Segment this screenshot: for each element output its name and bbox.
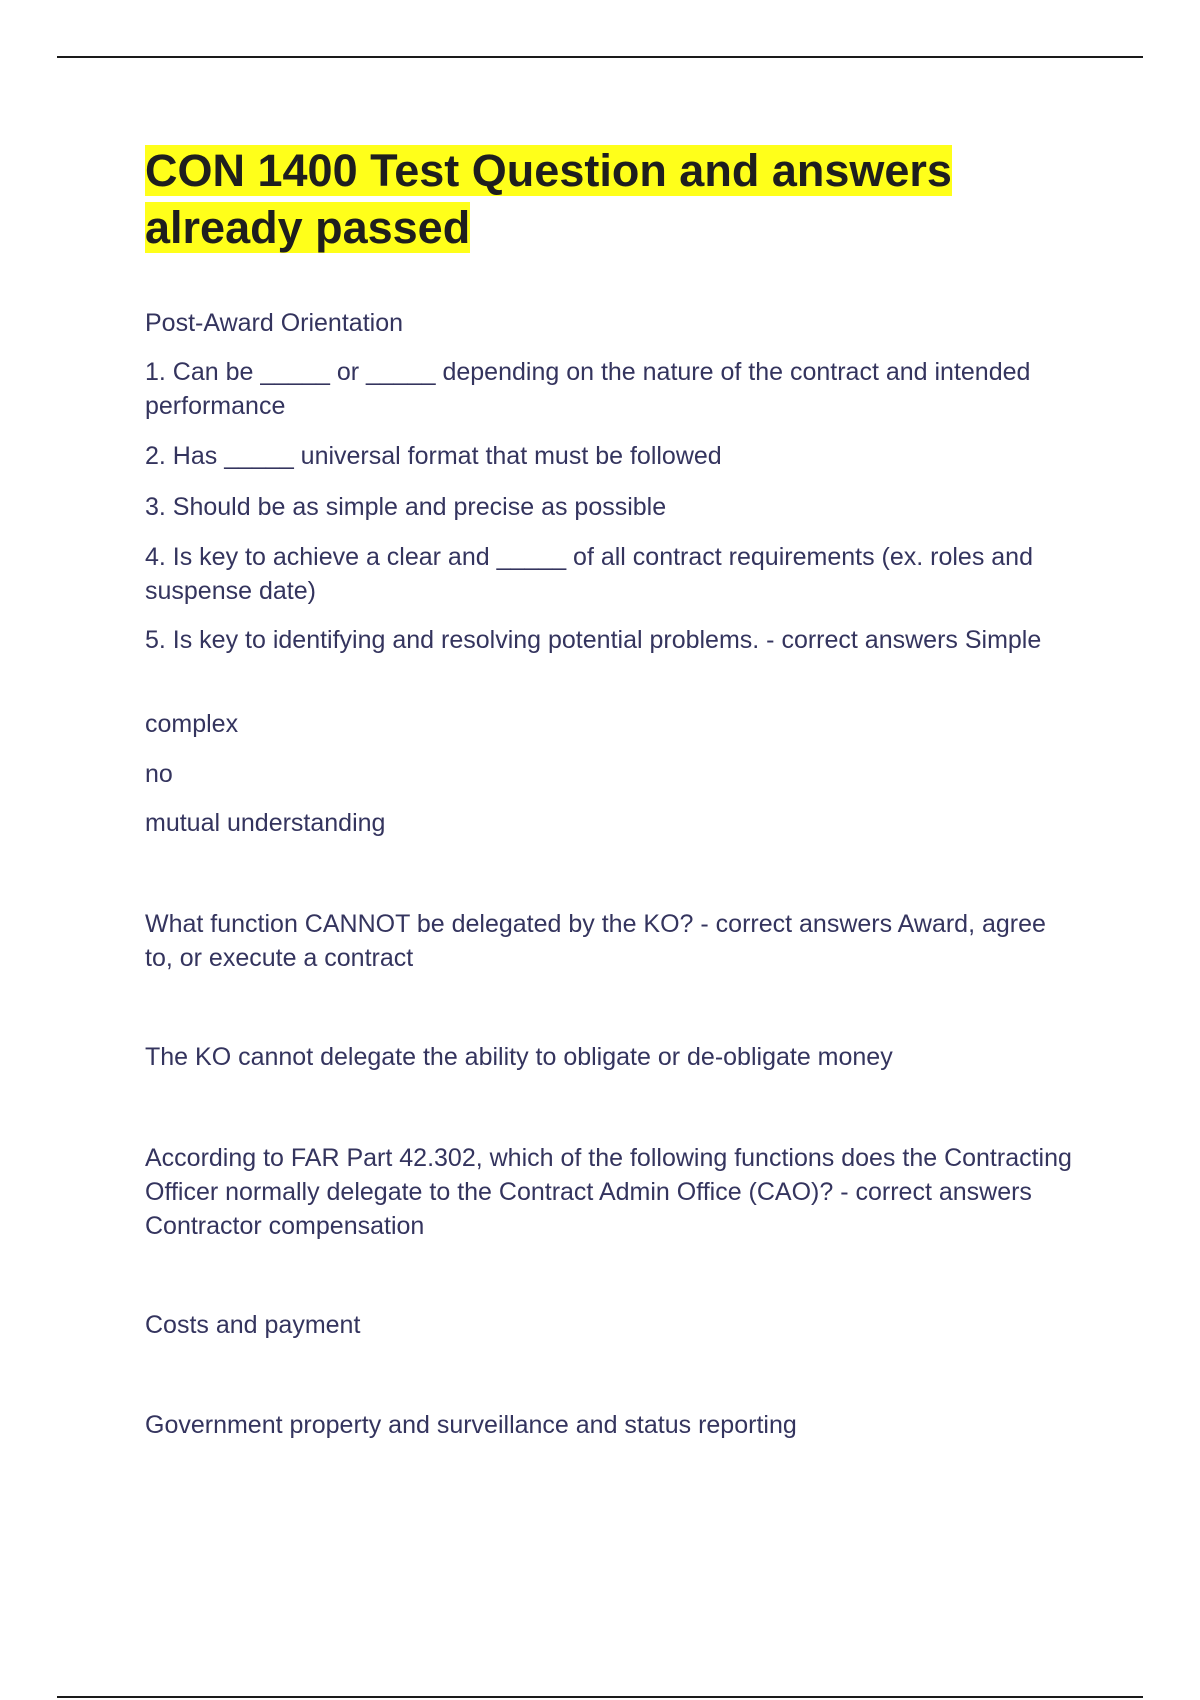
question-item-5: 5. Is key to identifying and resolving potential problems. - correct answers Simple bbox=[145, 626, 1042, 654]
question-item-4: 4. Is key to achieve a clear and _____ of all contract requirements (ex. roles and suspense date) bbox=[145, 543, 1033, 605]
answer-line: Government property and surveillance and status reporting bbox=[145, 1411, 797, 1439]
question-paragraph: What function CANNOT be delegated by the KO? - correct answers Award, agree to, or execute a contract bbox=[145, 910, 1046, 972]
question-item-1: 1. Can be _____ or _____ depending on the nature of the contract and intended performance bbox=[145, 358, 1031, 420]
answer-line: mutual understanding bbox=[145, 809, 386, 837]
question-paragraph: The KO cannot delegate the ability to obligate or de-obligate money bbox=[145, 1043, 893, 1071]
document-title bbox=[145, 142, 1085, 256]
question-item-2: 2. Has _____ universal format that must be followed bbox=[145, 442, 722, 470]
question-paragraph: According to FAR Part 42.302, which of the following functions does the Contracting Officer normally delegate to the Contract Admin Office (CAO)? - correct answers Contractor compensation bbox=[145, 1144, 1072, 1240]
title-highlight: CON 1400 Test Question and answers already passed bbox=[145, 145, 952, 253]
page-bottom-rule bbox=[57, 1696, 1143, 1698]
question-item-3: 3. Should be as simple and precise as possible bbox=[145, 493, 667, 521]
section-heading: Post-Award Orientation bbox=[145, 309, 403, 337]
answer-line: complex bbox=[145, 710, 239, 738]
answer-line: no bbox=[145, 760, 173, 788]
answer-line: Costs and payment bbox=[145, 1311, 361, 1339]
page-top-rule bbox=[57, 56, 1143, 58]
